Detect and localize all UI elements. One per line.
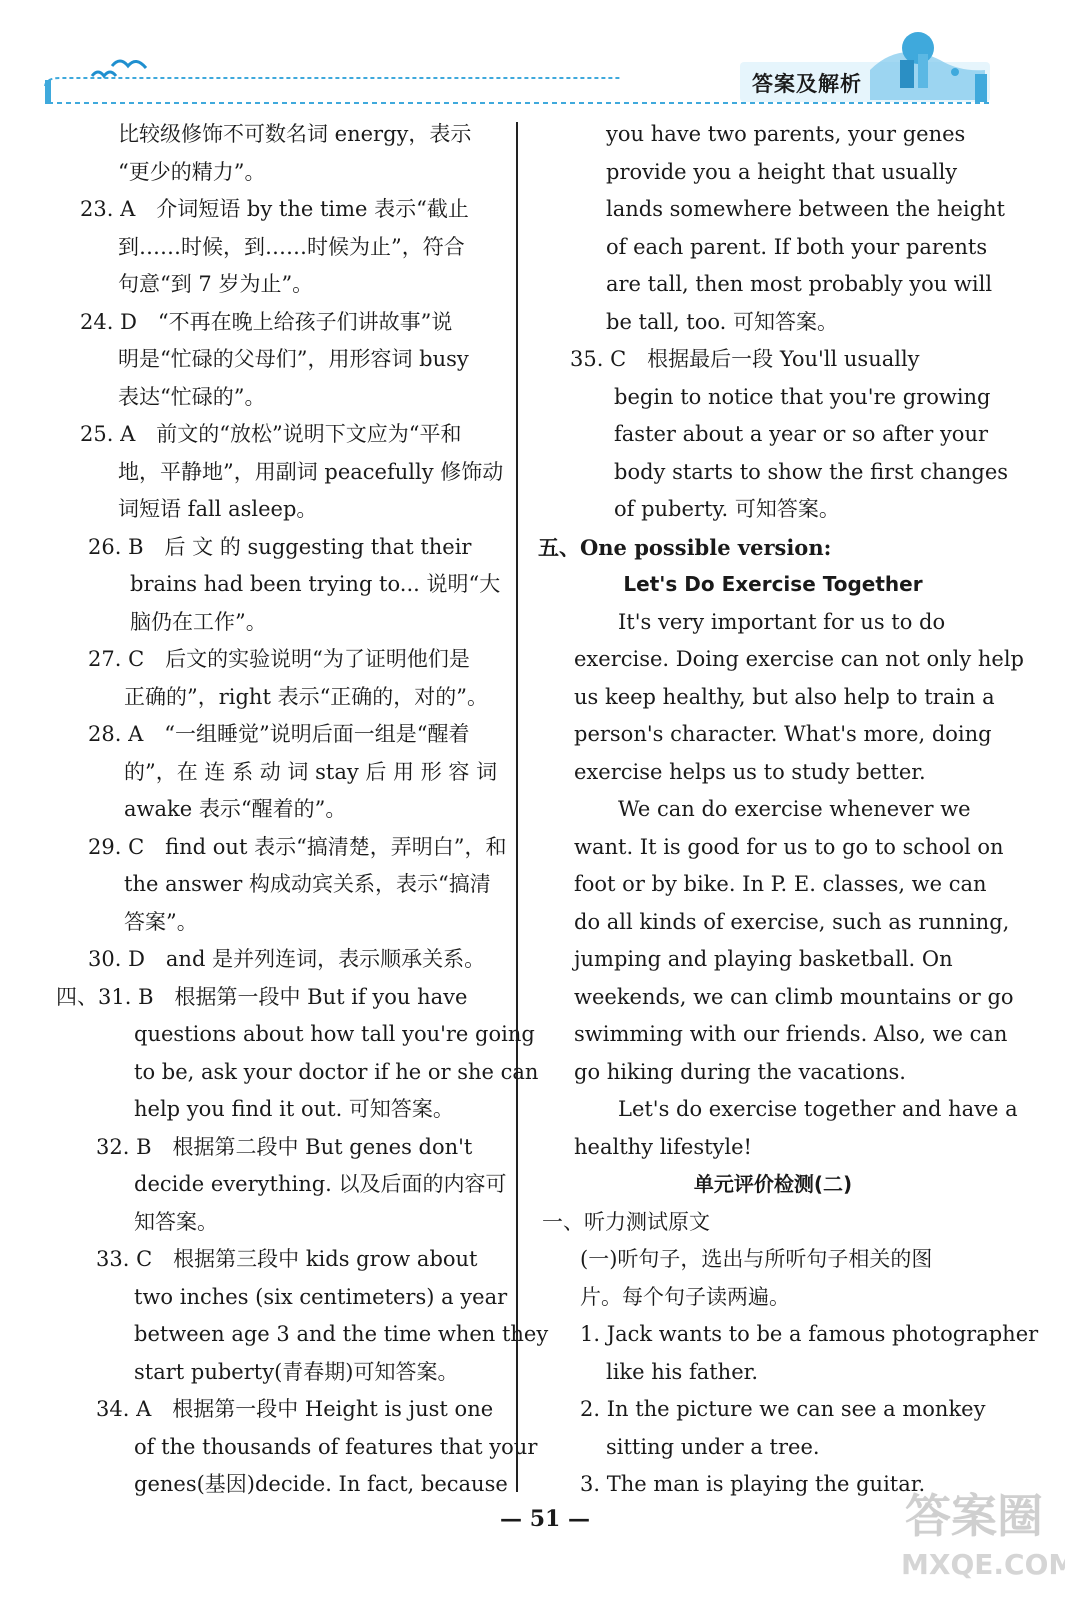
left-column-line: two inches (six centimeters) a year (134, 1284, 508, 1309)
right-column-line: you have two parents, your genes (606, 122, 966, 146)
right-column-line: body starts to show the first changes (614, 459, 1009, 484)
right-column-line: 2. In the picture we can see a monkey (580, 1397, 986, 1421)
header-title: 答案及解析 (752, 72, 862, 96)
right-column-line: go hiking during the vacations. (574, 1059, 906, 1084)
left-column-line: 地，平静地”，用副词 peacefully 修饰动 (118, 459, 504, 484)
right-column-line: are tall, then most probably you will (606, 272, 993, 296)
right-column-line: 五、One possible version: (538, 534, 832, 560)
left-column-line: 25. A 前文的“放松”说明下文应为“平和 (80, 422, 462, 446)
left-column-line: 比较级修饰不可数名词 energy，表示 (118, 122, 472, 146)
right-column-line: 35. C 根据最后一段 You'll usually (570, 347, 920, 371)
right-column-line: Let's do exercise together and have a (618, 1097, 1018, 1121)
left-column-line: 34. A 根据第一段中 Height is just one (96, 1397, 494, 1421)
left-column-line: decide everything. 以及后面的内容可 (134, 1172, 507, 1196)
page-header (0, 0, 1090, 120)
left-column-line: 到……时候，到……时候为止”，符合 (118, 234, 465, 259)
header-top-rule (45, 78, 620, 86)
page-number: — 51 — (500, 1506, 590, 1532)
left-column-line: the answer 构成动宾关系，表示“搞清 (124, 872, 491, 896)
left-column-line: questions about how tall you're going (134, 1022, 535, 1046)
right-column-line: like his father. (606, 1359, 759, 1384)
left-column-line: 词短语 fall asleep。 (118, 497, 318, 521)
right-column-line: be tall, too. 可知答案。 (606, 309, 838, 334)
right-column-line: person's character. What's more, doing (574, 722, 992, 746)
left-column-line: 正确的”，right 表示“正确的，对的”。 (124, 684, 489, 709)
right-column-line: healthy lifestyle! (574, 1134, 752, 1159)
right-column (538, 116, 1039, 1504)
header-right-cap (975, 74, 987, 102)
right-column-line: lands somewhere between the height (606, 197, 1005, 221)
right-column-line: want. It is good for us to go to school on (574, 834, 1004, 859)
left-column-line: 知答案。 (134, 1209, 218, 1234)
left-column-line: help you find it out. 可知答案。 (134, 1097, 454, 1121)
left-column-line: 33. C 根据第三段中 kids grow about (96, 1247, 478, 1271)
left-column-line: brains had been trying to... 说明“大 (130, 572, 501, 596)
right-column-line: exercise. Doing exercise can not only help (574, 647, 1025, 671)
header-left-cap (45, 80, 51, 104)
left-column (52, 116, 549, 1504)
watermark-logo (895, 1474, 1065, 1584)
right-column-line: (一)听句子，选出与所听句子相关的图 (580, 1247, 933, 1271)
left-column-line: of the thousands of features that your (134, 1434, 538, 1459)
left-column-line: “更少的精力”。 (118, 159, 266, 184)
dot-icon (951, 68, 959, 76)
left-column-line: genes(基因)decide. In fact, because (134, 1472, 508, 1496)
left-column-line: 四、31. B 根据第一段中 But if you have (56, 984, 468, 1009)
right-column-line: It's very important for us to do (618, 609, 946, 634)
right-column-line: exercise helps us to study better. (574, 759, 926, 784)
left-column-line: 29. C find out 表示“搞清楚，弄明白”，和 (88, 834, 507, 859)
left-column-line: between age 3 and the time when they (134, 1322, 549, 1346)
right-column-line: 一、听力测试原文 (542, 1209, 710, 1234)
left-column-line: to be, ask your doctor if he or she can (134, 1059, 539, 1084)
left-column-line: 答案”。 (124, 909, 198, 934)
left-column-line: 32. B 根据第二段中 But genes don't (96, 1134, 473, 1159)
left-column-line: 27. C 后文的实验说明“为了证明他们是 (88, 647, 470, 671)
left-column-line: 30. D and 是并列连词，表示顺承关系。 (88, 947, 486, 971)
left-column-line: 23. A 介词短语 by the time 表示“截止 (80, 197, 469, 221)
left-column-line: 表达“忙碌的”。 (118, 384, 266, 409)
right-column-line: 3. The man is playing the guitar. (580, 1472, 926, 1496)
right-column-line: We can do exercise whenever we (618, 797, 971, 821)
right-column-line: 1. Jack wants to be a famous photographer (580, 1322, 1039, 1346)
right-column-line: of puberty. 可知答案。 (614, 497, 840, 521)
left-column-line: 句意“到 7 岁为止”。 (118, 272, 314, 296)
seagull-icon (92, 72, 116, 76)
tower-icon (900, 60, 914, 88)
left-column-line: start puberty(青春期)可知答案。 (134, 1359, 459, 1384)
right-column-line: jumping and playing basketball. On (574, 947, 953, 971)
seagull-icon-2 (112, 61, 146, 68)
right-column-line: swimming with our friends. Also, we can (574, 1022, 1008, 1046)
watermark-url: MXQE.COM (901, 1548, 1065, 1581)
right-column-line: of each parent. If both your parents (606, 234, 988, 259)
right-column-line: begin to notice that you're growing (614, 384, 991, 409)
right-column-line: foot or by bike. In P. E. classes, we can (574, 872, 987, 896)
right-column-line: 片。每个句子读两遍。 (580, 1284, 790, 1309)
right-column-line: faster about a year or so after your (614, 422, 989, 446)
tower-icon-2 (918, 54, 928, 88)
right-column-line: provide you a height that usually (606, 159, 958, 184)
left-column-line: 26. B 后 文 的 suggesting that their (88, 534, 472, 559)
right-column-line: do all kinds of exercise, such as running, (574, 909, 1010, 934)
header-decoration (0, 0, 1090, 120)
left-column-line: 28. A “一组睡觉”说明后面一组是“醒着 (88, 722, 470, 746)
right-column-line: sitting under a tree. (606, 1434, 820, 1459)
left-column-line: 24. D “不再在晚上给孩子们讲故事”说 (80, 309, 453, 334)
right-column-line: Let's Do Exercise Together (623, 572, 923, 596)
column-divider (516, 122, 518, 1492)
right-column-line: weekends, we can climb mountains or go (574, 984, 1014, 1009)
left-column-line: 的”，在 连 系 动 词 stay 后 用 形 容 词 (124, 759, 498, 784)
left-column-line: 脑仍在工作”。 (130, 609, 267, 634)
right-column-line: 单元评价检测(二) (693, 1172, 853, 1196)
left-column-line: awake 表示“醒着的”。 (124, 797, 347, 821)
watermark-text: 答案圈 (905, 1489, 1043, 1543)
right-column-line: us keep healthy, but also help to train a (574, 684, 995, 709)
left-column-line: 明是“忙碌的父母们”，用形容词 busy (118, 347, 469, 371)
